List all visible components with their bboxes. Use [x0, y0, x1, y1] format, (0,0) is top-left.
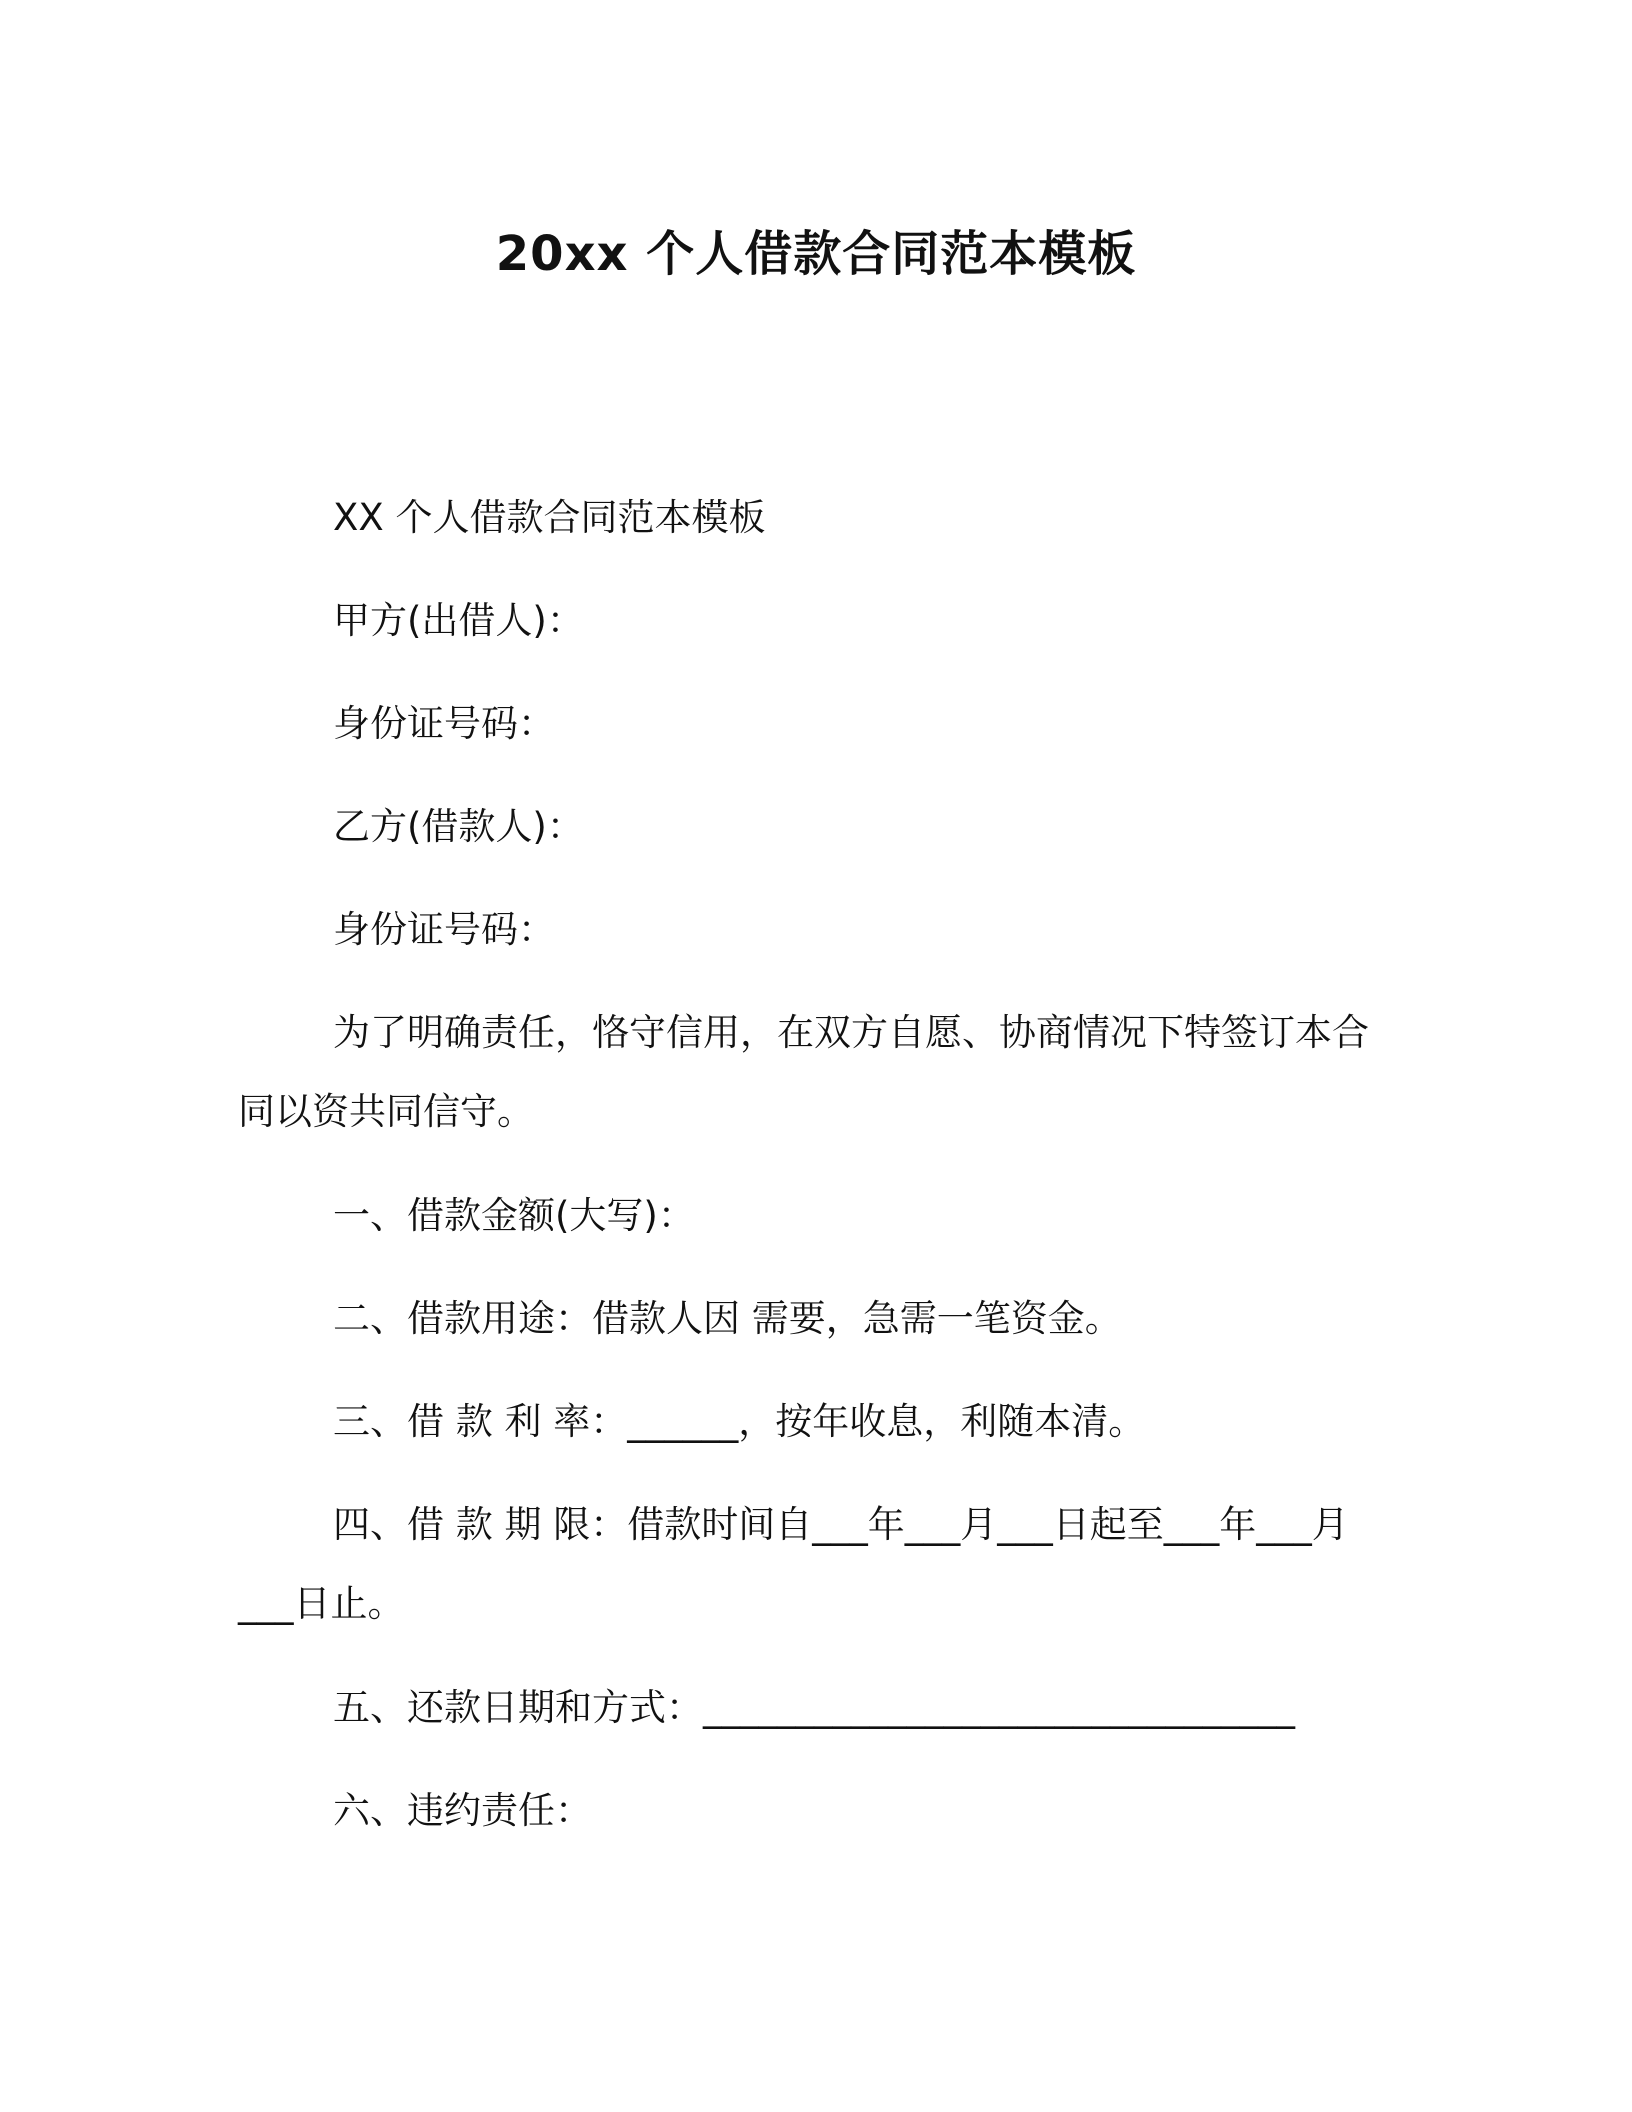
clause-2: 二、借款用途：借款人因 需要，急需一笔资金。 — [333, 1297, 1122, 1340]
clause-5: 五、还款日期和方式：________________________________ — [333, 1686, 1295, 1729]
preamble-line-2: 同以资共同信守。 — [238, 1090, 534, 1133]
clause-1: 一、借款金额(大写)： — [333, 1194, 695, 1237]
clause-4-line-2: ___日止。 — [238, 1582, 405, 1625]
document-title: 20xx 个人借款合同范本模板 — [495, 226, 1137, 282]
clause-3: 三、借 款 利 率：______，按年收息，利随本清。 — [333, 1400, 1146, 1443]
party-a-label: 甲方(出借人)： — [333, 599, 584, 642]
preamble-line-1: 为了明确责任，恪守信用，在双方自愿、协商情况下特签订本合 — [333, 1011, 1369, 1054]
party-b-id-label: 身份证号码： — [333, 908, 555, 951]
document-subtitle: XX 个人借款合同范本模板 — [333, 496, 766, 539]
party-b-label: 乙方(借款人)： — [333, 805, 584, 848]
party-a-id-label: 身份证号码： — [333, 702, 555, 745]
clause-6: 六、违约责任： — [333, 1789, 592, 1832]
clause-4-line-1: 四、借 款 期 限：借款时间自___年___月___日起至___年___月 — [333, 1503, 1349, 1546]
